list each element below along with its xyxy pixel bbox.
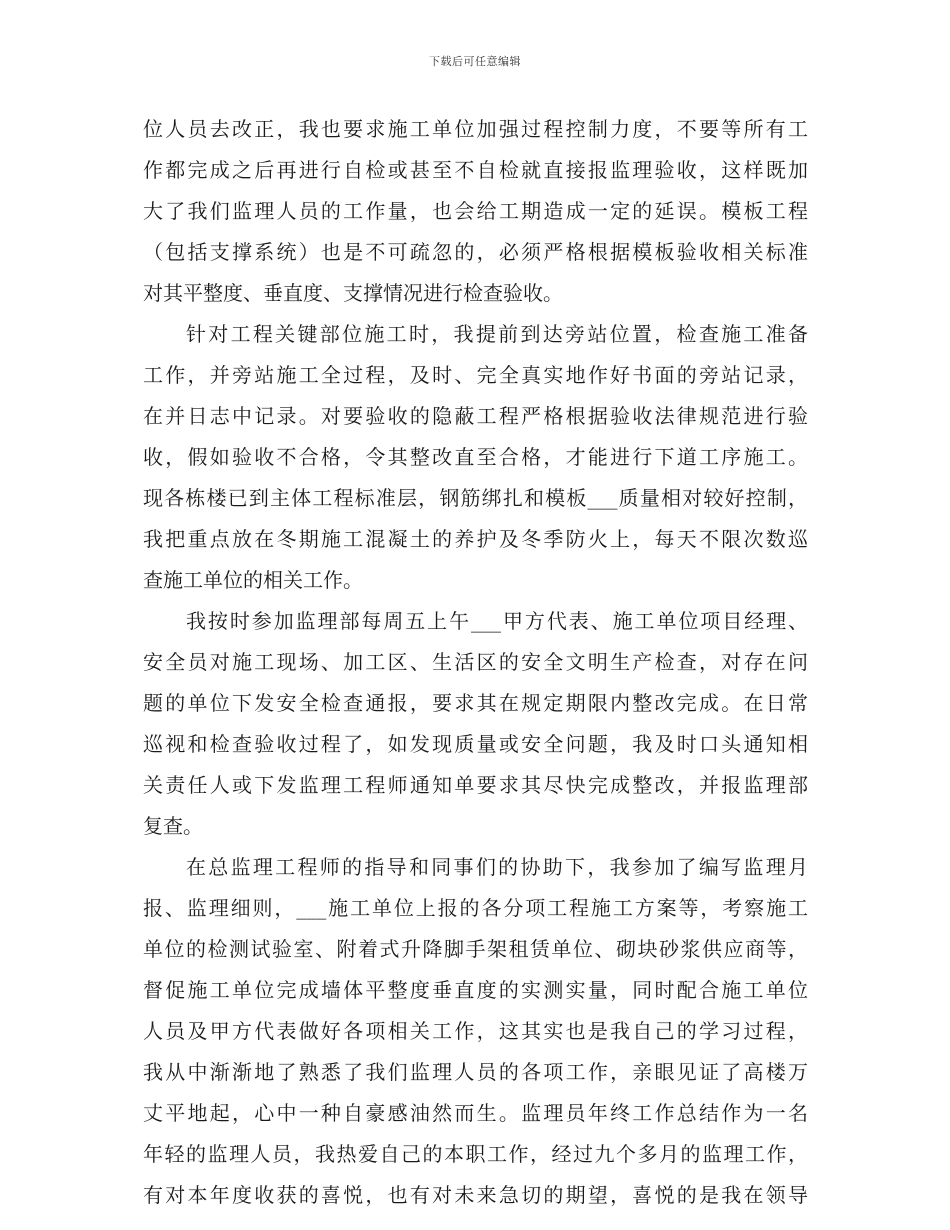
text-line: （包括支撑系统）也是不可疏忽的，必须严格根据模板验收相关标准 bbox=[143, 240, 808, 264]
text-line: 人员及甲方代表做好各项相关工作，这其实也是我自己的学习过程， bbox=[143, 1019, 808, 1043]
text-line: 题的单位下发安全检查通报，要求其在规定期限内整改完成。在日常 bbox=[143, 691, 808, 715]
text-line: 关责任人或下发监理工程师通知单要求其尽快完成整改，并报监理部 bbox=[143, 773, 808, 797]
paragraph-first-line: 在总监理工程师的指导和同事们的协助下，我参加了编写监理月 bbox=[186, 855, 808, 879]
text-line: 收，假如验收不合格，令其整改直至合格，才能进行下道工序施工。 bbox=[143, 445, 808, 469]
text-line: 现各栋楼已到主体工程标准层，钢筋绑扎和模板___质量相对较好控制， bbox=[143, 486, 808, 510]
text-line: 位人员去改正，我也要求施工单位加强过程控制力度，不要等所有工 bbox=[143, 117, 808, 141]
text-line: 巡视和检查验收过程了，如发现质量或安全问题，我及时口头通知相 bbox=[143, 732, 808, 756]
text-line: 复查。 bbox=[143, 814, 203, 838]
text-line: 年轻的监理人员，我热爱自己的本职工作，经过九个多月的监理工作， bbox=[143, 1142, 808, 1166]
text-line: 在并日志中记录。对要验收的隐蔽工程严格根据验收法律规范进行验 bbox=[143, 404, 808, 428]
text-line: 我把重点放在冬期施工混凝土的养护及冬季防火上，每天不限次数巡 bbox=[143, 527, 808, 551]
text-line: 工作，并旁站施工全过程，及时、完全真实地作好书面的旁站记录， bbox=[143, 363, 808, 387]
text-line: 大了我们监理人员的工作量，也会给工期造成一定的延误。模板工程 bbox=[143, 199, 808, 223]
text-line: 报、监理细则，___施工单位上报的各分项工程施工方案等，考察施工 bbox=[143, 896, 808, 920]
text-line: 我从中渐渐地了熟悉了我们监理人员的各项工作，亲眼见证了高楼万 bbox=[143, 1060, 808, 1084]
page-header-note: 下载后可任意编辑 bbox=[429, 55, 521, 68]
paragraph-first-line: 我按时参加监理部每周五上午___甲方代表、施工单位项目经理、 bbox=[186, 609, 808, 633]
text-line: 有对本年度收获的喜悦，也有对未来急切的期望，喜悦的是我在领导 bbox=[143, 1183, 808, 1207]
text-line: 单位的检测试验室、附着式升降脚手架租赁单位、砌块砂浆供应商等， bbox=[143, 937, 808, 961]
text-line: 督促施工单位完成墙体平整度垂直度的实测实量，同时配合施工单位 bbox=[143, 978, 808, 1002]
text-line: 作都完成之后再进行自检或甚至不自检就直接报监理验收，这样既加 bbox=[143, 158, 808, 182]
paragraph-first-line: 针对工程关键部位施工时，我提前到达旁站位置，检查施工准备 bbox=[186, 322, 808, 346]
text-line: 丈平地起，心中一种自豪感油然而生。监理员年终工作总结作为一名 bbox=[143, 1101, 808, 1125]
text-line: 对其平整度、垂直度、支撑情况进行检查验收。 bbox=[143, 281, 563, 305]
text-line: 查施工单位的相关工作。 bbox=[143, 568, 363, 592]
text-line: 安全员对施工现场、加工区、生活区的安全文明生产检查，对存在问 bbox=[143, 650, 808, 674]
